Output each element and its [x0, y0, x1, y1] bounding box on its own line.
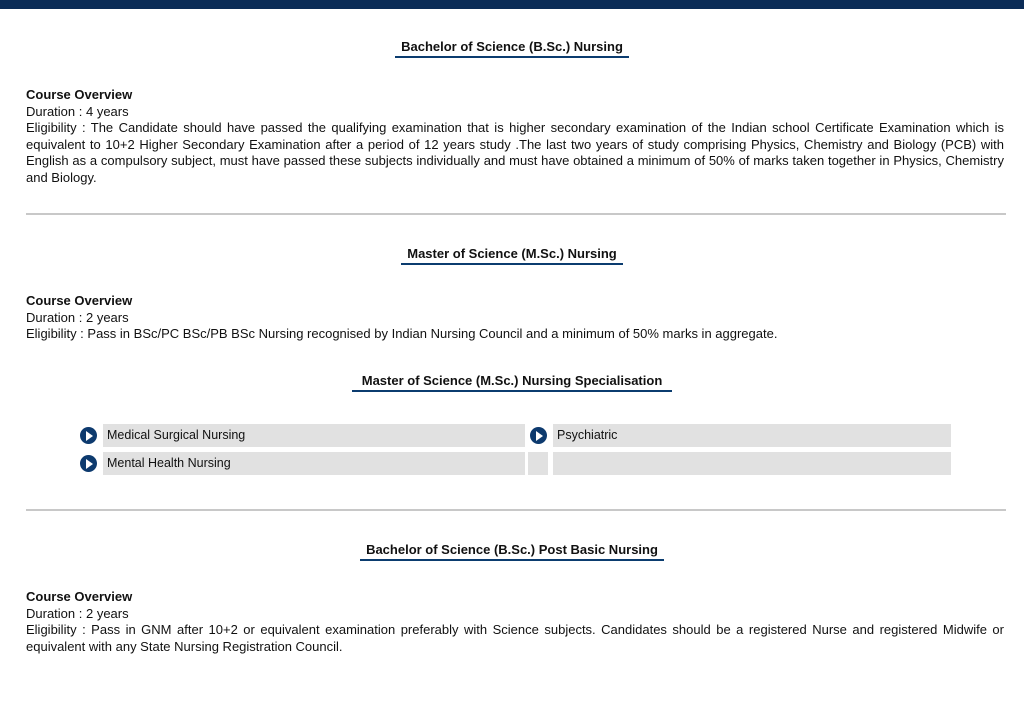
course-overview-heading: Course Overview	[26, 293, 133, 308]
duration-text: Duration : 2 years	[26, 309, 129, 325]
duration-text: Duration : 4 years	[26, 103, 129, 119]
msc-nursing-overview	[26, 293, 1004, 343]
eligibility-text: Eligibility : Pass in GNM after 10+2 or equivalent examination preferably with Science subjects. Candidates should be a registered Nurse and registered Midwife or equivalent with any State Nursing Registration Council.	[26, 622, 1004, 654]
specialisation-title-wrap	[0, 372, 1024, 392]
section-title-wrap	[0, 541, 1024, 561]
empty-icon-cell	[528, 452, 548, 475]
post-basic-nursing-overview	[26, 589, 1004, 655]
arrow-circle-icon	[78, 424, 98, 447]
section-title-wrap	[0, 245, 1024, 265]
eligibility-text: Eligibility : Pass in BSc/PC BSc/PB BSc Nursing recognised by Indian Nursing Council and a minimum of 50% marks in aggregate.	[26, 326, 778, 341]
arrow-circle-icon	[528, 424, 548, 447]
specialisation-item[interactable]: Mental Health Nursing	[103, 452, 525, 475]
top-banner-bar	[0, 0, 1024, 9]
specialisation-title: Master of Science (M.Sc.) Nursing Specialisation	[352, 373, 673, 392]
section-divider	[26, 509, 1006, 511]
specialisation-row	[78, 424, 951, 447]
course-overview-heading: Course Overview	[26, 589, 133, 604]
duration-text: Duration : 2 years	[26, 605, 129, 621]
course-overview-heading: Course Overview	[26, 87, 133, 102]
specialisation-item[interactable]: Psychiatric	[553, 424, 951, 447]
msc-nursing-title: Master of Science (M.Sc.) Nursing	[401, 246, 623, 265]
specialisation-item[interactable]: Medical Surgical Nursing	[103, 424, 525, 447]
bsc-nursing-overview	[26, 87, 1004, 186]
arrow-circle-icon	[78, 452, 98, 475]
specialisation-row	[78, 452, 951, 475]
section-divider	[26, 213, 1006, 215]
eligibility-text: Eligibility : The Candidate should have passed the qualifying examination that is higher secondary examination of the Indian school Certificate Examination which is equivalent to 10+2 Higher Secondary Examination after a period of 12 years study .The last two years of study comprising Physics, Chemistry and Biology (PCB) with English as a compulsory subject, must have passed these subjects individually and must have obtained a minimum of 50% of marks taken together in Physics, Chemistry and Biology.	[26, 120, 1004, 185]
bsc-nursing-title: Bachelor of Science (B.Sc.) Nursing	[395, 39, 629, 58]
section-title-wrap	[0, 38, 1024, 58]
empty-specialisation-cell	[553, 452, 951, 475]
specialisation-list	[78, 424, 951, 480]
post-basic-nursing-title: Bachelor of Science (B.Sc.) Post Basic Nursing	[360, 542, 664, 561]
